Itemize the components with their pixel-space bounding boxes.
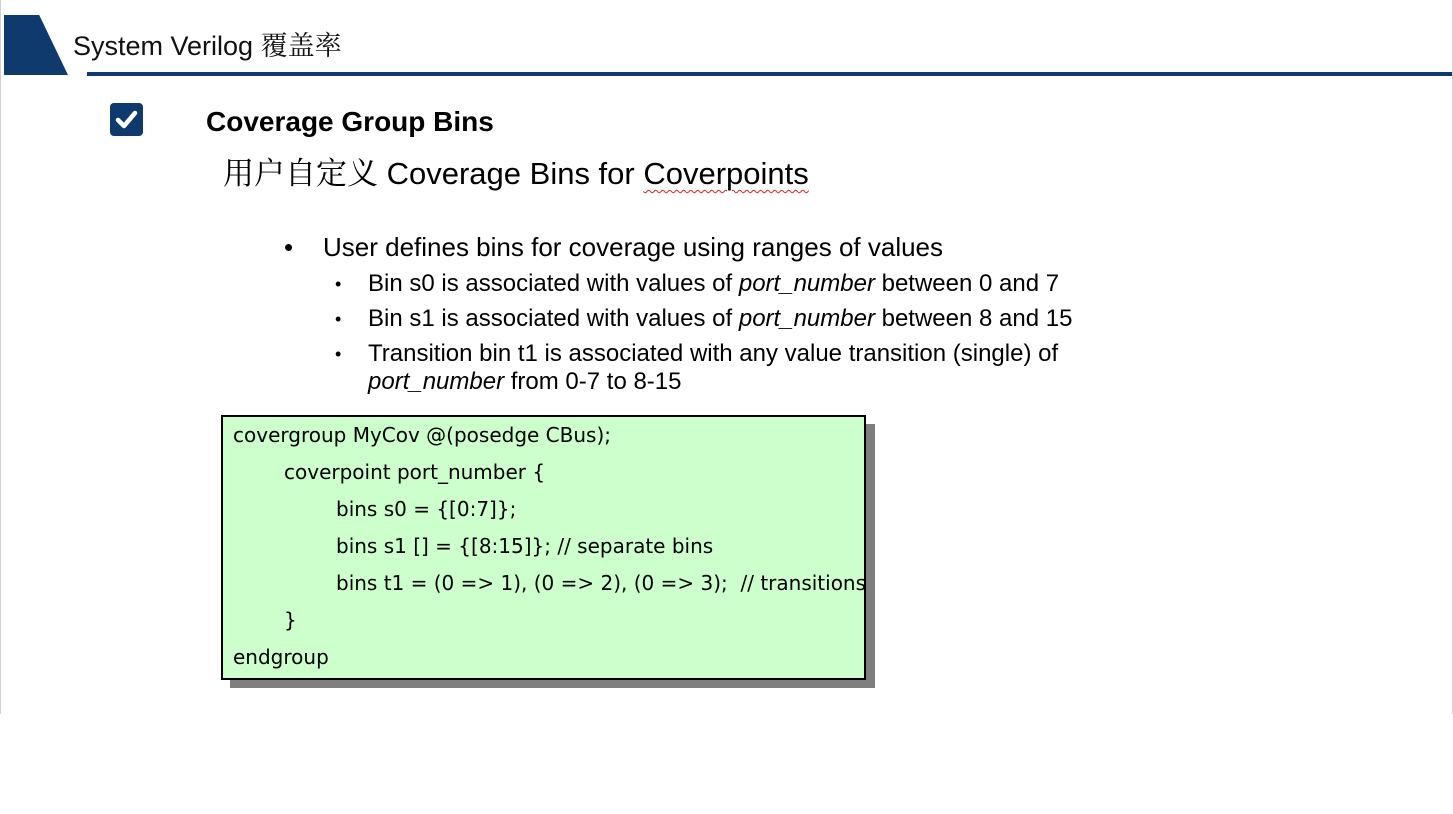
code-line: bins s1 [] = {[8:15]}; // separate bins xyxy=(336,534,714,558)
corner-accent-shape xyxy=(4,15,68,75)
sub-bullet-text xyxy=(368,270,1059,298)
code-box xyxy=(221,415,866,680)
code-line: covergroup MyCov @(posedge CBus); xyxy=(233,423,612,447)
text-before: Bin s1 is associated with values of xyxy=(368,305,739,332)
italic-term: port_number xyxy=(368,368,505,395)
code-line: } xyxy=(284,608,297,632)
sub-bullet-text xyxy=(368,305,1072,333)
subtitle-keyword: Coverpoints xyxy=(643,156,809,191)
code-line: bins s0 = {[0:7]}; xyxy=(336,497,517,521)
section-title: Coverage Group Bins xyxy=(206,106,494,137)
header-divider xyxy=(87,72,1452,76)
sub-bullet-text-continued xyxy=(368,368,682,396)
italic-term: port_number xyxy=(738,270,875,297)
code-line: endgroup xyxy=(233,645,329,669)
text-before: Bin s0 is associated with values of xyxy=(368,270,739,297)
bullet-dot: • xyxy=(335,344,342,364)
main-bullet-text: User defines bins for coverage using ranges of values xyxy=(323,232,944,262)
code-line: bins t1 = (0 => 1), (0 => 2), (0 => 3); // transitions xyxy=(336,571,867,595)
bullet-dot: • xyxy=(335,309,342,329)
sub-bullet-text: Transition bin t1 is associated with any value transition (single) of xyxy=(368,340,1059,367)
bullet-dot: • xyxy=(284,232,294,262)
italic-term: port_number xyxy=(738,305,875,332)
text-after: from 0-7 to 8-15 xyxy=(504,368,682,395)
code-line: coverpoint port_number { xyxy=(284,460,546,484)
checkbox-checked-icon xyxy=(110,103,143,136)
header-title: System Verilog 覆盖率 xyxy=(73,31,342,61)
text-after: between 8 and 15 xyxy=(874,305,1073,332)
subtitle xyxy=(223,154,809,194)
text-after: between 0 and 7 xyxy=(874,270,1060,297)
bullet-dot: • xyxy=(335,274,342,294)
subtitle-prefix: 用户自定义 Coverage Bins for xyxy=(223,156,644,191)
